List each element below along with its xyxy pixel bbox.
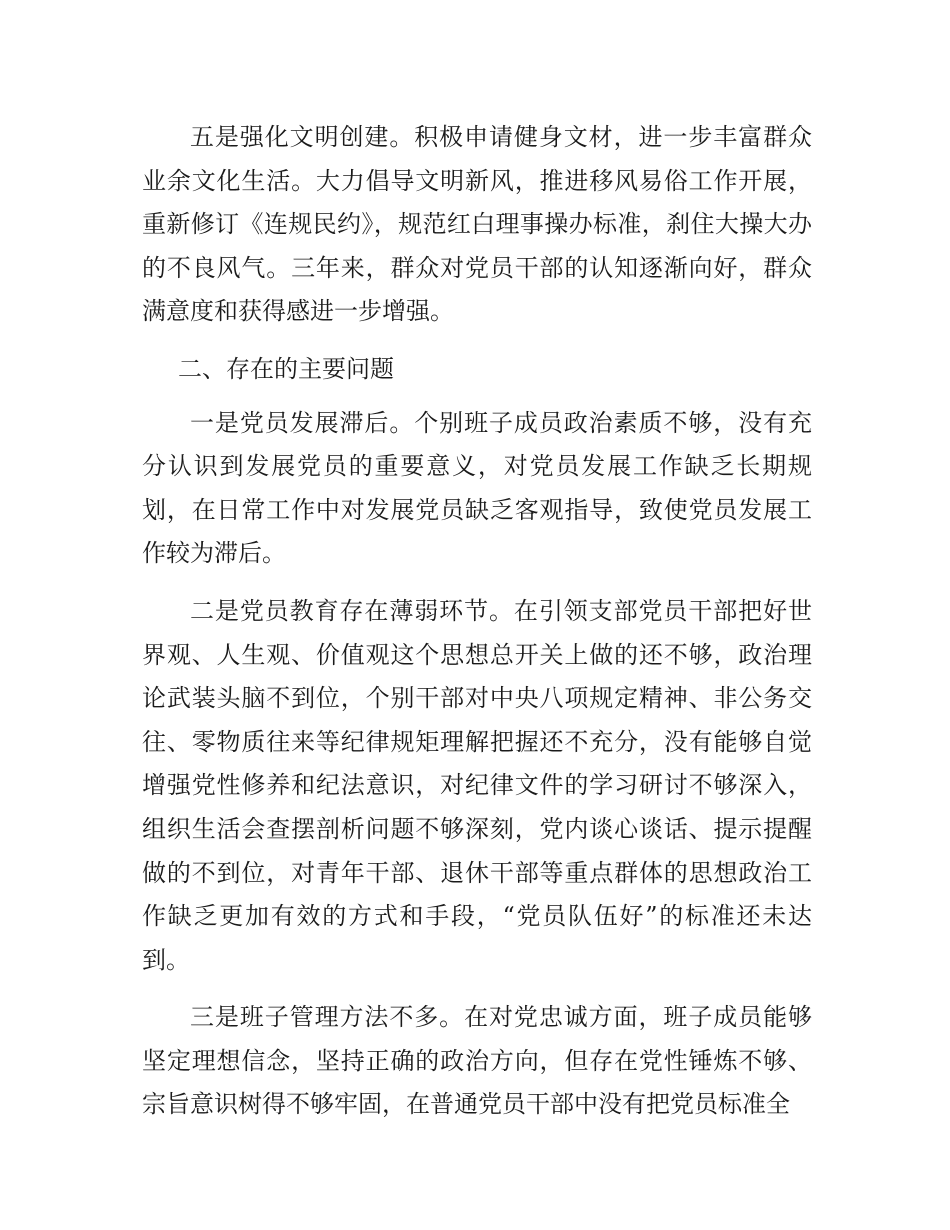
section-heading-problems: 二、存在的主要问题 [178, 354, 394, 383]
paragraph-member-development: 一是党员发展滞后。个别班子成员政治素质不够，没有充分认识到发展党员的重要意义，对党员发展工作缺乏长期规划，在日常工作中对发展党员缺乏客观指导，致使党员发展工作较为滞后。 [142, 408, 812, 568]
paragraph-civilization: 五是强化文明创建。积极申请健身文材，进一步丰富群众业余文化生活。大力倡导文明新风，推进移风易俗工作开展，重新修订《连规民约》，规范红白理事操办标准，刹住大操大办的不良风气。三年来，群众对党员干部的认知逐渐向好，群众满意度和获得感进一步增强。 [142, 123, 812, 326]
paragraph-member-education: 二是党员教育存在薄弱环节。在引领支部党员干部把好世界观、人生观、价值观这个思想总开关上做的还不够，政治理论武装头脑不到位，个别干部对中央八项规定精神、非公务交往、零物质往来等纪律规矩理解把握还不充分，没有能够自觉增强党性修养和纪法意识，对纪律文件的学习研讨不够深入，组织生活会查摆剖析问题不够深刻，党内谈心谈话、提示提醒做的不到位，对青年干部、退休干部等重点群体的思想政治工作缺乏更加有效的方式和手段，“党员队伍好”的标准还未达到。 [142, 596, 812, 974]
paragraph-team-management: 三是班子管理方法不多。在对党忠诚方面，班子成员能够坚定理想信念，坚持正确的政治方向，但存在党性锤炼不够、宗旨意识树得不够牢固，在普通党员干部中没有把党员标准全 [142, 1003, 812, 1119]
document-page [142, 116, 812, 1141]
